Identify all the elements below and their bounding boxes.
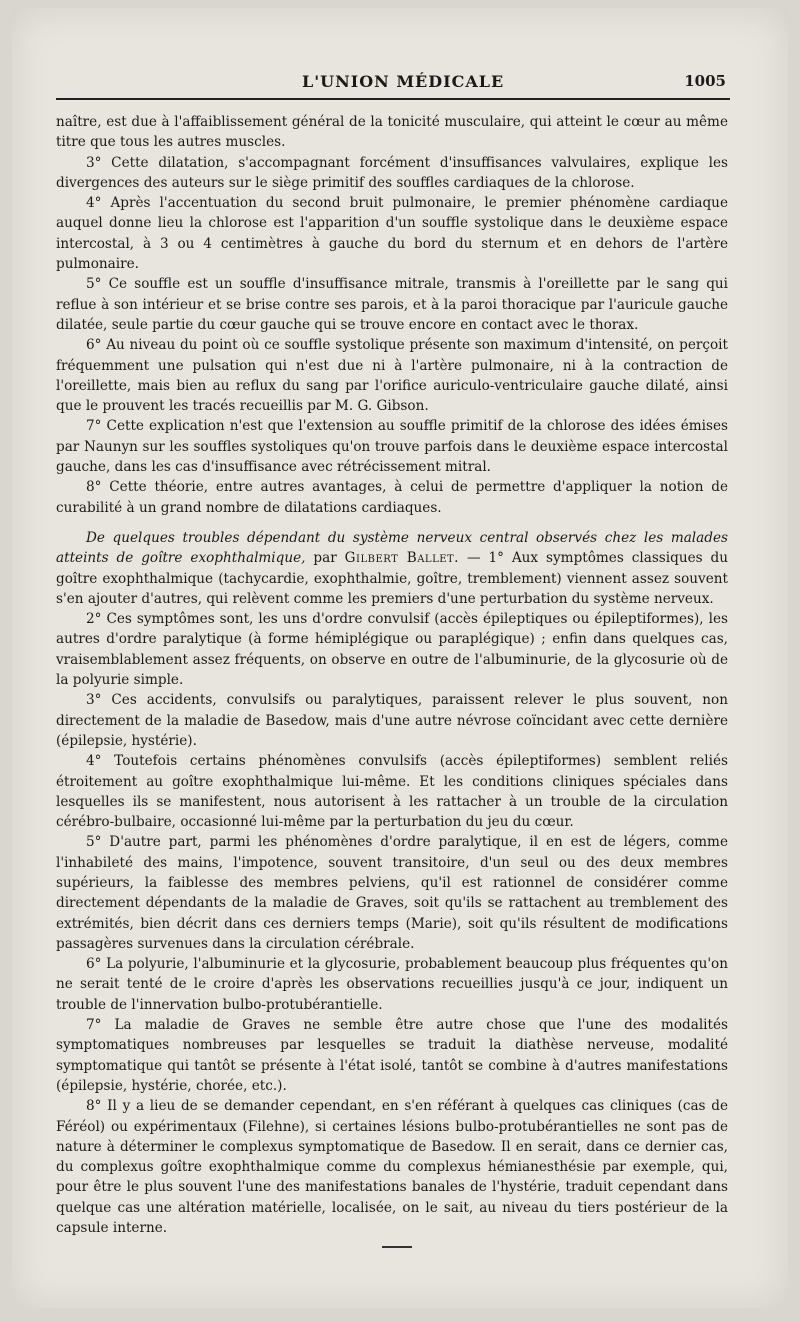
page-body	[56, 112, 728, 1238]
article-paragraph: 5° D'autre part, parmi les phénomènes d'ordre paralytique, il en est de légers, comme l'inhabileté des mains, l'impotence, souvent transitoire, d'un seul ou des deux membres supérieurs, la faiblesse des membres pelviens, qu'il est rationnel de considérer comme directement dépendants de la maladie de Graves, soit qu'ils se rattachent au tremblement des extrémités, bien décrit dans ces derniers temps (Marie), soit qu'ils résultent de modifications passagères survenues dans la circulation cérébrale.	[56, 834, 728, 952]
article-lead: — 1° Aux symptômes classiques du goître exophthalmique (tachycardie, exophthalmie, goître, tremblement) viennent assez souvent s'en ajouter d'autres, qui relèvent comme les premiers d'une perturbation du système nerveux.	[56, 550, 728, 607]
page-number: 1005	[684, 72, 726, 90]
article-paragraph: 2° Ces symptômes sont, les uns d'ordre convulsif (accès épileptiques ou épileptiformes), les autres d'ordre paralytique (à forme hémiplégique ou paraplégique) ; enfin dans quelques cas, vraisemblablement assez fréquents, on observe en outre de l'albuminurie, de la glycosurie où de la polyurie simple.	[56, 611, 728, 689]
article-lead-paragraph	[56, 528, 728, 609]
article-paragraph: 7° La maladie de Graves ne semble être autre chose que l'une des modalités symptomatiques nombreuses par lesquelles se traduit la diathèse nerveuse, modalité symptomatique qui tantôt se présente à l'état isolé, tantôt se combine à d'autres manifestations (épilepsie, hystérie, chorée, etc.).	[56, 1017, 728, 1094]
running-title: L'UNION MÉDICALE	[302, 72, 505, 91]
article-title: De quelques troubles dépendant du système nerveux central observés chez les malades atteints de goître exophthalmique,	[56, 529, 728, 567]
footer-rule	[382, 1246, 412, 1248]
paragraph: 6° Au niveau du point où ce souffle systolique présente son maximum d'intensité, on perçoit fréquemment une pulsation qui n'est due ni à l'artère pulmonaire, ni à la contraction de l'oreillette, mais bien au reflux du sang par l'orifice auriculo-ventriculaire gauche dilaté, ainsi que le prouvent les tracés recueillis par M. G. Gibson.	[56, 337, 728, 415]
journal-page	[12, 8, 788, 1308]
paragraph: 8° Cette théorie, entre autres avantages, à celui de permettre d'appliquer la notion de curabilité à un grand nombre de dilatations cardiaques.	[56, 479, 728, 516]
header-rule	[56, 98, 730, 100]
article-paragraph: 6° La polyurie, l'albuminurie et la glycosurie, probablement beaucoup plus fréquentes qu'on ne serait tenté de le croire d'après les observations recueillies jusqu'à ce jour, indiquent un trouble de l'innervation bulbo-protubérantielle.	[56, 956, 728, 1013]
paragraph: 7° Cette explication n'est que l'extension au souffle primitif de la chlorose des idées émises par Naunyn sur les souffles systoliques qu'on trouve parfois dans le deuxième espace intercostal gauche, dans les cas d'insuffisance avec rétrécissement mitral.	[56, 418, 728, 476]
article-author: Gilbert Ballet.	[344, 550, 460, 567]
article-by: par	[313, 550, 337, 567]
article-paragraph: 3° Ces accidents, convulsifs ou paralytiques, paraissent relever le plus souvent, non directement de la maladie de Basedow, mais d'une autre névrose coïncidant avec cette dernière (épilepsie, hystérie).	[56, 692, 728, 749]
article-paragraph: 4° Toutefois certains phénomènes convulsifs (accès épileptiformes) semblent reliés étroitement au goître exophthalmique lui-même. Et les conditions cliniques spéciales dans lesquelles ils se manifestent, nous autorisent à les rattacher à un trouble de la circulation cérébro-bulbaire, occasionné lui-même par la perturbation du jeu du cœur.	[56, 753, 728, 831]
page-header	[12, 72, 788, 94]
paragraph: 3° Cette dilatation, s'accompagnant forcément d'insuffisances valvulaires, explique les divergences des auteurs sur le siège primitif des souffles cardiaques de la chlorose.	[56, 154, 728, 191]
article-paragraph: 8° Il y a lieu de se demander cependant, en s'en référant à quelques cas cliniques (cas de Féréol) ou expérimentaux (Filehne), si certaines lésions bulbo-protubérantielles ne sont pas de nature à déterminer le complexus symptomatique de Basedow. Il en serait, dans ce dernier cas, du complexus goître exophthalmique comme du complexus hémianesthésie par exemple, qui, pour être le plus souvent l'une des manifestations banales de l'hystérie, traduit cependant dans quelque cas une altération matérielle, localisée, on le sait, au niveau du tiers postérieur de la capsule interne.	[56, 1098, 728, 1237]
paragraph: 4° Après l'accentuation du second bruit pulmonaire, le premier phénomène cardiaque auquel donne lieu la chlorose est l'apparition d'un souffle systolique dans le deuxième espace intercostal, à 3 ou 4 centimètres à gauche du bord du sternum et en dehors de l'artère pulmonaire.	[56, 195, 728, 273]
paragraph: naître, est due à l'affaiblissement général de la tonicité musculaire, qui atteint le cœur au même titre que tous les autres muscles.	[56, 114, 728, 151]
paragraph: 5° Ce souffle est un souffle d'insuffisance mitrale, transmis à l'oreillette par le sang qui reflue à son intérieur et se brise contre ses parois, et à la paroi thoracique par l'auricule gauche dilatée, seule partie du cœur gauche qui se trouve encore en contact avec le thorax.	[56, 276, 728, 333]
